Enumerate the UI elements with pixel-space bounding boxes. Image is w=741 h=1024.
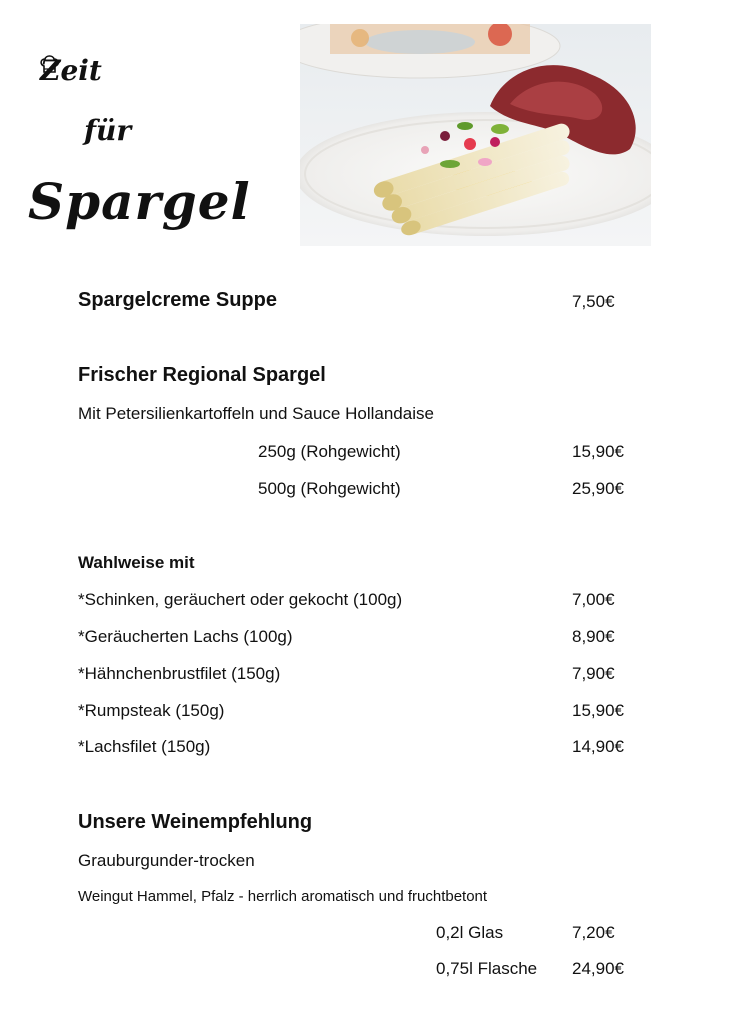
- wine-heading: Unsere Weinempfehlung: [78, 811, 313, 833]
- wine-serving-label: 0,75l Flasche: [436, 959, 538, 978]
- option-label: *Geräucherten Lachs (100g): [78, 627, 293, 646]
- soup-price: 7,50€: [572, 292, 615, 311]
- option-price: 14,90€: [572, 737, 624, 756]
- size-price: 25,90€: [572, 479, 624, 498]
- wine-serving-price: 24,90€: [572, 959, 624, 978]
- option-price: 7,00€: [572, 590, 615, 609]
- wine-description: Weingut Hammel, Pfalz - herrlich aromatisch und fruchtbetont: [78, 888, 488, 905]
- wine-serving-label: 0,2l Glas: [436, 923, 504, 942]
- title-spargel: Spargel: [28, 172, 251, 231]
- option-label: *Hähnchenbrustfilet (150g): [78, 664, 281, 683]
- option-label: *Lachsfilet (150g): [78, 737, 211, 756]
- option-price: 15,90€: [572, 701, 624, 720]
- size-label: 500g (Rohgewicht): [258, 479, 401, 498]
- option-price: 8,90€: [572, 627, 615, 646]
- asparagus-heading: Frischer Regional Spargel: [78, 364, 326, 386]
- soup-name: Spargelcreme Suppe: [78, 289, 277, 311]
- asparagus-dish-photo: [300, 24, 651, 246]
- options-heading: Wahlweise mit: [78, 553, 195, 572]
- option-label: *Rumpsteak (150g): [78, 701, 225, 720]
- asparagus-description: Mit Petersilienkartoffeln und Sauce Hollandaise: [78, 404, 434, 423]
- option-price: 7,90€: [572, 664, 615, 683]
- wine-serving-price: 7,20€: [572, 923, 615, 942]
- title-zeit: Zeit: [40, 54, 102, 87]
- option-label: *Schinken, geräuchert oder gekocht (100g): [78, 590, 403, 609]
- size-price: 15,90€: [572, 442, 624, 461]
- size-label: 250g (Rohgewicht): [258, 442, 401, 461]
- wine-name: Grauburgunder-trocken: [78, 851, 255, 870]
- title-fur: für: [84, 114, 132, 147]
